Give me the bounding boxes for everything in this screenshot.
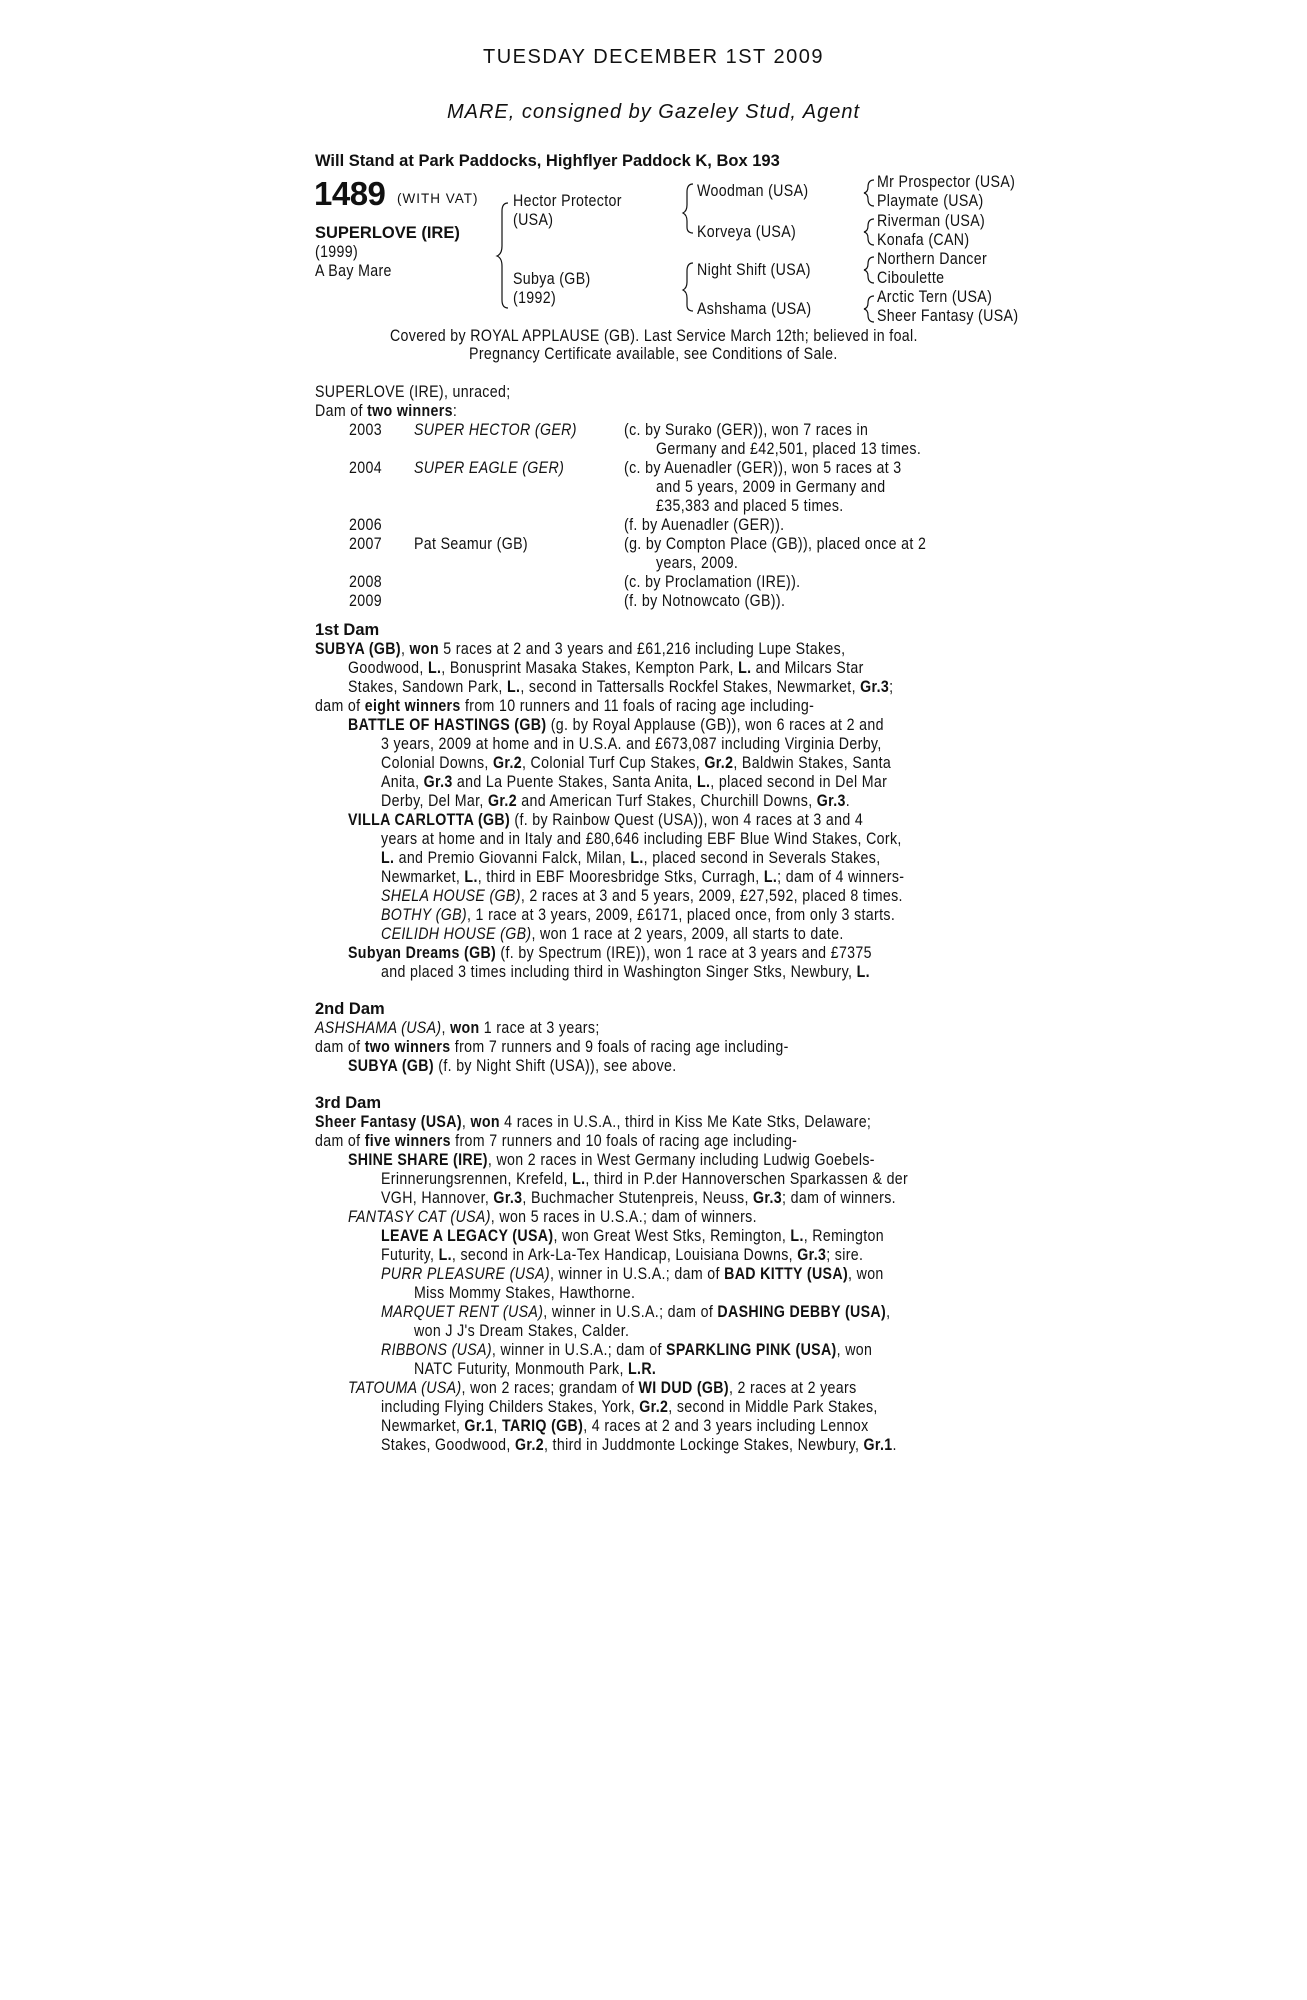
produce-name: SUPER EAGLE (GER): [414, 459, 565, 477]
pregnancy-note: Pregnancy Certificate available, see Conditions of Sale.: [469, 345, 838, 363]
pedigree-sire-country: (USA): [513, 211, 554, 229]
produce-detail: (f. by Auenadler (GER)).: [624, 516, 785, 534]
pedigree-text-line: RIBBONS (USA), winner in U.S.A.; dam of SPARKLING PINK (USA), won: [381, 1341, 873, 1359]
pedigree-dam-sire: Night Shift (USA): [697, 261, 811, 279]
stand-location: Will Stand at Park Paddocks, Highflyer Paddock K, Box 193: [315, 152, 780, 170]
produce-year: 2008: [349, 573, 382, 591]
produce-detail: (f. by Notnowcato (GB)).: [624, 592, 786, 610]
pedigree-text-line: Erinnerungsrennen, Krefeld, L., third in P.der Hannoverschen Sparkassen & der: [381, 1170, 909, 1188]
produce-section: [315, 383, 995, 421]
pedigree-gg-4: Konafa (CAN): [877, 231, 970, 249]
pedigree-text-line: VGH, Hannover, Gr.3, Buchmacher Stutenpreis, Neuss, Gr.3; dam of winners.: [381, 1189, 896, 1207]
pedigree-text-line: including Flying Childers Stakes, York, Gr.2, second in Middle Park Stakes,: [381, 1398, 878, 1416]
pedigree-text-line: NATC Futurity, Monmouth Park, L.R.: [414, 1360, 657, 1378]
pedigree-text-line: Derby, Del Mar, Gr.2 and American Turf Stakes, Churchill Downs, Gr.3.: [381, 792, 851, 810]
pedigree-text-line: won J J's Dream Stakes, Calder.: [414, 1322, 630, 1340]
pedigree-text-line: Stakes, Sandown Park, L., second in Tattersalls Rockfel Stakes, Newmarket, Gr.3;: [348, 678, 894, 696]
pedigree-gg-6: Ciboulette: [877, 269, 945, 287]
pedigree-text-line: MARQUET RENT (USA), winner in U.S.A.; dam of DASHING DEBBY (USA),: [381, 1303, 891, 1321]
pedigree-gg-3: Riverman (USA): [877, 212, 986, 230]
pedigree-text-line: and placed 3 times including third in Washington Singer Stks, Newbury, L.: [381, 963, 870, 981]
horse-description: A Bay Mare: [315, 262, 392, 280]
pedigree-text-line: Newmarket, L., third in EBF Mooresbridge Stks, Curragh, L.; dam of 4 winners-: [381, 868, 905, 886]
vat-note: (WITH VAT): [397, 191, 479, 206]
consignment-line: MARE, consigned by Gazeley Stud, Agent: [446, 101, 861, 123]
pedigree-text-line: Newmarket, Gr.1, TARIQ (GB), 4 races at 2 and 3 years including Lennox: [381, 1417, 869, 1435]
pedigree-text-line: 3 years, 2009 at home and in U.S.A. and £673,087 including Virginia Derby,: [381, 735, 882, 753]
produce-intro: SUPERLOVE (IRE), unraced;: [315, 383, 511, 401]
produce-dam-of: Dam of two winners:: [315, 402, 458, 420]
pedigree-text-line: SUBYA (GB), won 5 races at 2 and 3 years and £61,216 including Lupe Stakes,: [315, 640, 846, 658]
pedigree-gg-5: Northern Dancer: [877, 250, 988, 268]
produce-year: 2007: [349, 535, 382, 553]
produce-year: 2004: [349, 459, 382, 477]
pedigree-text-line: Goodwood, L., Bonusprint Masaka Stakes, Kempton Park, L. and Milcars Star: [348, 659, 864, 677]
pedigree-gg-8: Sheer Fantasy (USA): [877, 307, 1019, 325]
pedigree-text-line: Subyan Dreams (GB) (f. by Spectrum (IRE)), won 1 race at 3 years and £7375: [348, 944, 872, 962]
pedigree-text-line: Sheer Fantasy (USA), won 4 races in U.S.A., third in Kiss Me Kate Stks, Delaware;: [315, 1113, 872, 1131]
produce-detail: and 5 years, 2009 in Germany and: [656, 478, 886, 496]
pedigree-text-line: LEAVE A LEGACY (USA), won Great West Stks, Remington, L., Remington: [381, 1227, 885, 1245]
pedigree-dam-dam: Ashshama (USA): [697, 300, 812, 318]
first-dam-section: [315, 621, 995, 982]
pedigree-dam: Subya (GB): [513, 270, 591, 288]
second-dam-heading: 2nd Dam: [315, 1000, 385, 1018]
produce-year: 2006: [349, 516, 382, 534]
pedigree-gg-7: Arctic Tern (USA): [877, 288, 993, 306]
horse-name: SUPERLOVE (IRE): [315, 224, 460, 242]
pedigree-text-line: PURR PLEASURE (USA), winner in U.S.A.; dam of BAD KITTY (USA), won: [381, 1265, 884, 1283]
pedigree-text-line: BATTLE OF HASTINGS (GB) (g. by Royal Applause (GB)), won 6 races at 2 and: [348, 716, 884, 734]
pedigree-text-line: BOTHY (GB), 1 race at 3 years, 2009, £6171, placed once, from only 3 starts.: [381, 906, 896, 924]
produce-detail: £35,383 and placed 5 times.: [656, 497, 844, 515]
pedigree-text-line: Futurity, L., second in Ark-La-Tex Handicap, Louisiana Downs, Gr.3; sire.: [381, 1246, 864, 1264]
sale-date: TUESDAY DECEMBER 1ST 2009: [483, 46, 824, 68]
produce-year: 2009: [349, 592, 382, 610]
pedigree-text-line: Anita, Gr.3 and La Puente Stakes, Santa Anita, L., placed second in Del Mar: [381, 773, 888, 791]
pedigree-sire-sire: Woodman (USA): [697, 182, 809, 200]
first-dam-heading: 1st Dam: [315, 621, 380, 639]
produce-detail: years, 2009.: [656, 554, 739, 572]
pedigree-text-line: dam of eight winners from 10 runners and 11 foals of racing age including-: [315, 697, 815, 715]
pedigree-text-line: TATOUMA (USA), won 2 races; grandam of WI DUD (GB), 2 races at 2 years: [348, 1379, 857, 1397]
pedigree-gg-1: Mr Prospector (USA): [877, 173, 1016, 191]
pedigree-text-line: Miss Mommy Stakes, Hawthorne.: [414, 1284, 636, 1302]
produce-name: SUPER HECTOR (GER): [414, 421, 577, 439]
pedigree-text-line: dam of five winners from 7 runners and 10 foals of racing age including-: [315, 1132, 798, 1150]
produce-detail: (c. by Auenadler (GER)), won 5 races at 3: [624, 459, 902, 477]
pedigree-text-line: years at home and in Italy and £80,646 including EBF Blue Wind Stakes, Cork,: [381, 830, 902, 848]
pedigree-text-line: ASHSHAMA (USA), won 1 race at 3 years;: [315, 1019, 600, 1037]
pedigree-dam-year: (1992): [513, 289, 557, 307]
pedigree-text-line: VILLA CARLOTTA (GB) (f. by Rainbow Quest (USA)), won 4 races at 3 and 4: [348, 811, 864, 829]
second-dam-section: [315, 1000, 995, 1076]
pedigree-text-line: L. and Premio Giovanni Falck, Milan, L., placed second in Severals Stakes,: [381, 849, 881, 867]
produce-detail: (c. by Surako (GER)), won 7 races in: [624, 421, 869, 439]
pedigree-text-line: CEILIDH HOUSE (GB), won 1 race at 2 years, 2009, all starts to date.: [381, 925, 844, 943]
pedigree-sire-dam: Korveya (USA): [697, 223, 797, 241]
third-dam-heading: 3rd Dam: [315, 1094, 382, 1112]
produce-year: 2003: [349, 421, 382, 439]
pedigree-text-line: Stakes, Goodwood, Gr.2, third in Juddmonte Lockinge Stakes, Newbury, Gr.1.: [381, 1436, 897, 1454]
pedigree-sire: Hector Protector: [513, 192, 622, 210]
lot-number: 1489: [314, 175, 386, 212]
covered-note: Covered by ROYAL APPLAUSE (GB). Last Service March 12th; believed in foal.: [389, 327, 918, 345]
produce-name: Pat Seamur (GB): [414, 535, 528, 553]
produce-detail: Germany and £42,501, placed 13 times.: [656, 440, 922, 458]
horse-year: (1999): [315, 243, 359, 261]
pedigree-text-line: SUBYA (GB) (f. by Night Shift (USA)), see above.: [348, 1057, 677, 1075]
third-dam-section: [315, 1094, 995, 1455]
produce-detail: (g. by Compton Place (GB)), placed once at 2: [624, 535, 927, 553]
pedigree-text-line: FANTASY CAT (USA), won 5 races in U.S.A.; dam of winners.: [348, 1208, 757, 1226]
produce-detail: (c. by Proclamation (IRE)).: [624, 573, 801, 591]
pedigree-brackets: [0, 0, 1307, 340]
pedigree-text-line: dam of two winners from 7 runners and 9 foals of racing age including-: [315, 1038, 789, 1056]
pedigree-gg-2: Playmate (USA): [877, 192, 984, 210]
pedigree-text-line: Colonial Downs, Gr.2, Colonial Turf Cup Stakes, Gr.2, Baldwin Stakes, Santa: [381, 754, 892, 772]
pedigree-text-line: SHINE SHARE (IRE), won 2 races in West Germany including Ludwig Goebels-: [348, 1151, 875, 1169]
pedigree-text-line: SHELA HOUSE (GB), 2 races at 3 and 5 years, 2009, £27,592, placed 8 times.: [381, 887, 903, 905]
